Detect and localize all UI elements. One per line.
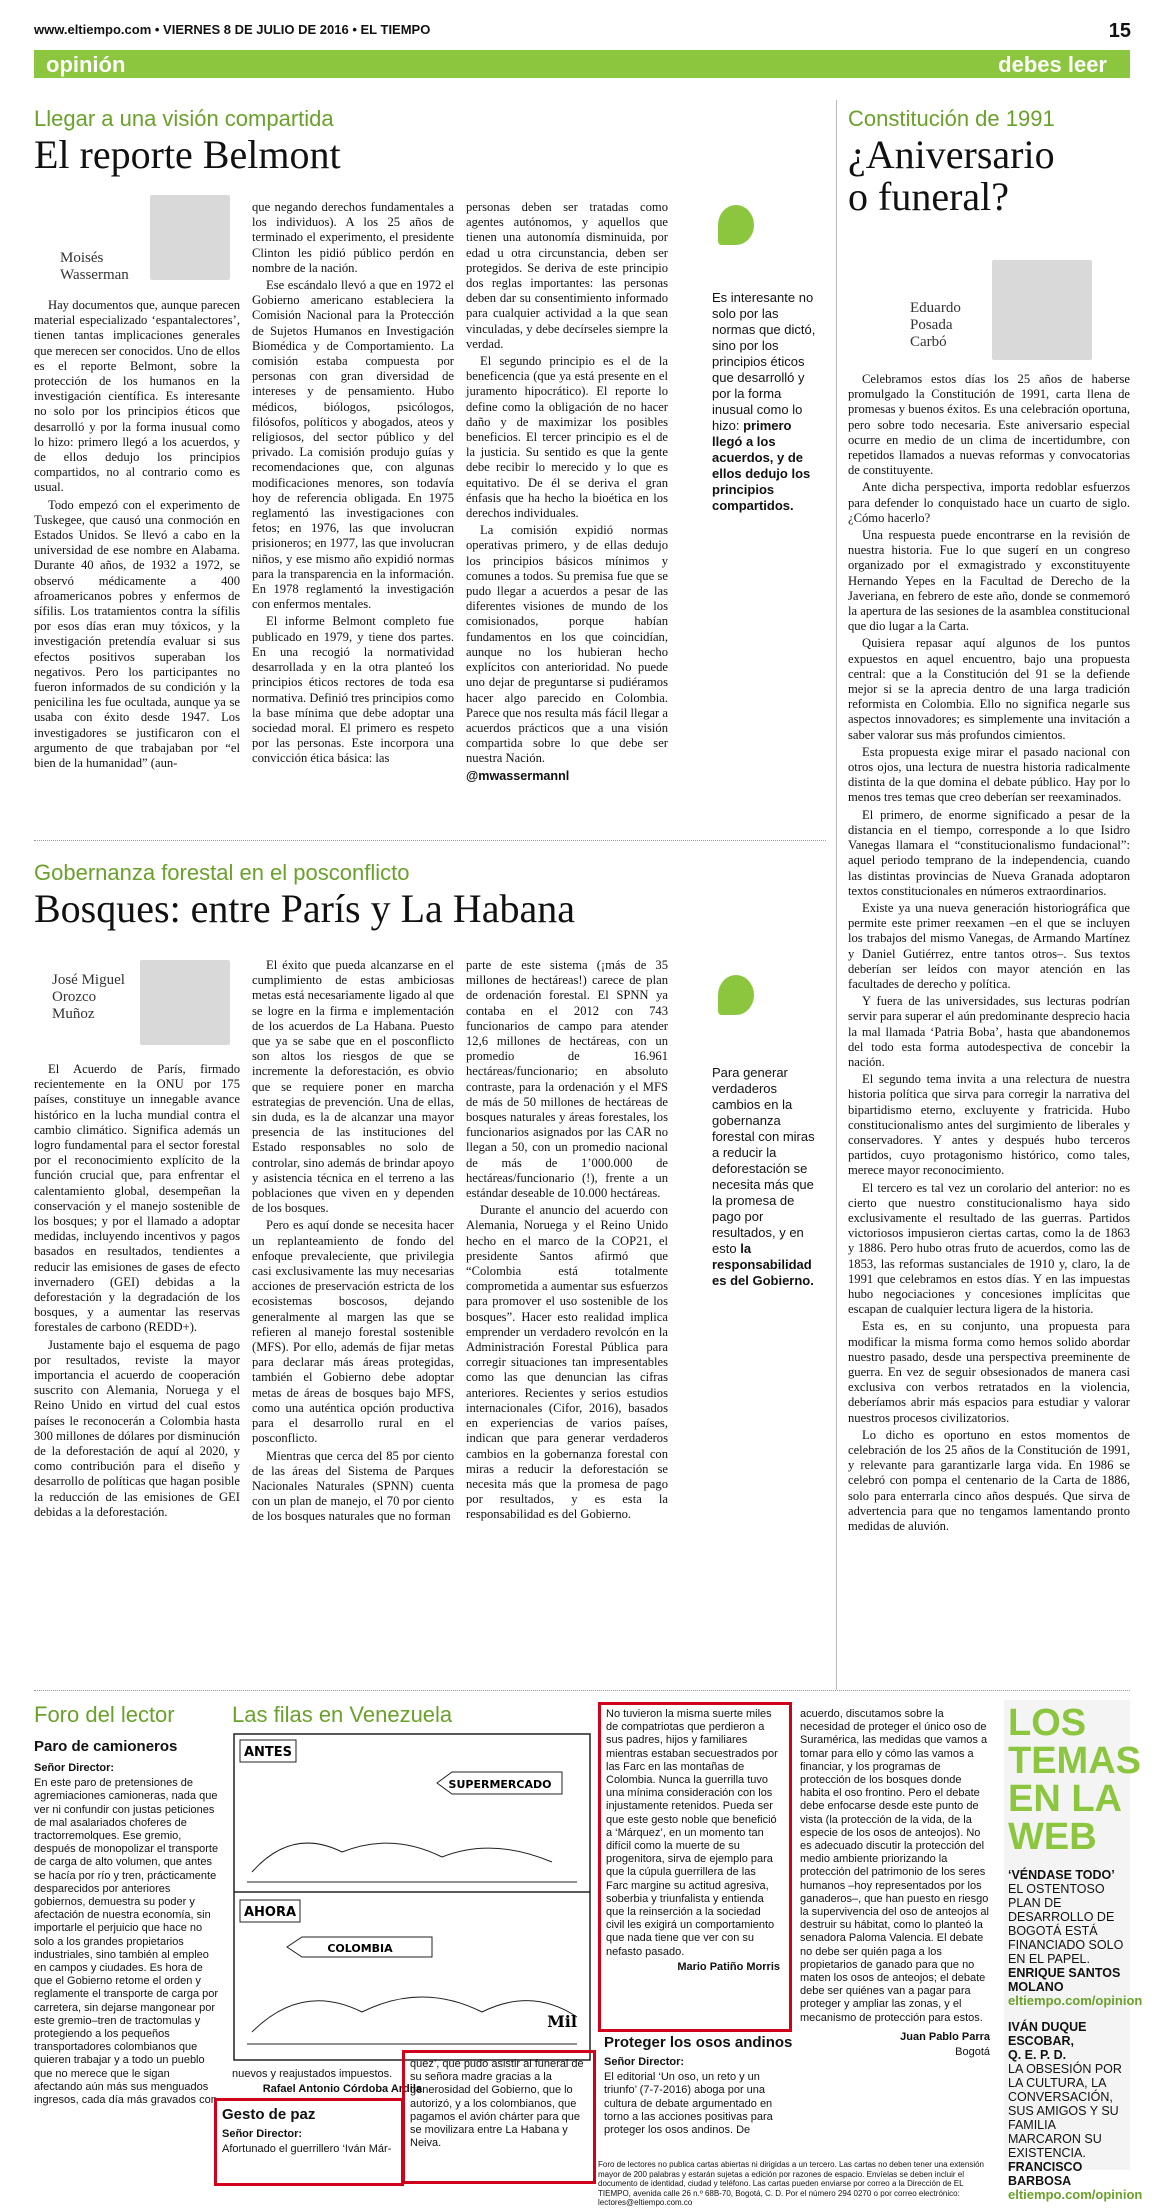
bosques-column-2 (252, 958, 454, 1527)
bosques-kicker: Gobernanza forestal en el posconflicto (34, 860, 410, 885)
paragraph: El primero, de enorme significado a pesar de la distancia en el tiempo, corresponde a lo que Isidro Vanegas llamara el “constitucionalismo fundacional”: aquel periodo temprano de la independencia, cuando las distintas provincias de Nueva Granada adoptaron textos constitucionales en números extraordinarios. (848, 807, 1130, 898)
paragraph: Una respuesta puede encontrarse en la revisión de nuestra historia. Fue lo que sugerí en un congreso organizado por el exmagistrado y exconstituyente Hernando Yepes en la Facultad de Derecho de la Javeriana, en febrero de este año, donde se conmemoró la apertura de las sesiones de la asamblea constitucional que dio lugar a la Carta. (848, 528, 1130, 634)
letter-body: acuerdo, discutamos sobre la necesidad de proteger el único oso de Suramérica, las medidas que vamos a tomar para ello y cómo las vamos a financiar, y los programas de protección de los bosques donde habita el oso frontino. Pero el debate debe enfocarse desde este punto de vista (la protección de la vida, de la especie de los osos de anteojos). No es adecuado discutir la protección del medio ambiente priorizando la protección del patrimonio de los seres humanos –hoy representados por los ganaderos–, que han puesto en riesgo la supervivencia del oso de anteojos al destruir su hábitat, como lo planteó la senadora Paloma Valencia. El debate no debe ser quién paga a los propietarios de ganado para que no maten los osos de anteojos; el debate debe ser quiénes van a pagar para proteger y ampliar las zonas, y el mecanismo de protección para estos. (800, 1708, 989, 2024)
bosques-column-3 (466, 958, 668, 1525)
osos-letter-continued (800, 1708, 990, 2061)
cartoon-drawing (232, 1732, 592, 2062)
author-photo-posada (992, 260, 1092, 360)
paragraph: Esta propuesta exige mirar el pasado nacional con otros ojos, una lectura de nuestra historia radicalmente distinta de la que domina el debate público. Hay por lo menos tres temas que creo deberían ser reexaminados. (848, 744, 1130, 805)
paragraph: Hay documentos que, aunque parecen material especializado ‘espantalectores’, tienen tantas implicaciones generales que merecen ser conocidos. Uno de ellos es el reporte Belmont, sobre la protección de los humanos en la investigación científica. Es interesante no solo por los principios éticos que desarrolló y por la forma inusual como lo hizo: primero llegó a los acuerdos, y de ellos dedujo los principios compartidos, no al contrario como es usual. (34, 298, 240, 495)
temas-link[interactable]: eltiempo.com/opinion (1008, 1993, 1143, 2008)
cartoon-supermercado-label: SUPERMERCADO (448, 1778, 552, 1791)
letter-body: El editorial ‘Un oso, un reto y un triunfo’ (7-7-2016) aboga por una cultura de debate argumentado en torno a las acciones positivas para proteger los osos andinos. De (604, 2071, 773, 2137)
page-number: 15 (1108, 20, 1131, 42)
letter-body: Afortunado el guerrillero ‘Iván Már- (222, 2143, 392, 2156)
twitter-handle[interactable]: @mwassermannl (466, 768, 570, 783)
cartoonist-signature: Mil (547, 2012, 577, 2031)
paragraph: El éxito que pueda alcanzarse en el cumplimiento de estas ambiciosas metas está necesariamente ligado al que se logre en la firma e implementación de los acuerdos de La Habana. Puesto que ya se sabe que en el posconflicto son altos los riesgos de que se incremente la deforestación, es obvio que se requiere poner en marcha estrategias de prevención. Una de ellas, sin duda, es la de alcanzar una mayor presencia de las instituciones del Estado responsables no solo de controlar, sino además de brindar apoyo y asistencia técnica en el terreno a las poblaciones que viven en y dependen de los bosques. (252, 958, 454, 1216)
pullquote-bold: primero llegó a los acuerdos, y de ellos dedujo los principios compartidos. (712, 418, 811, 513)
bosques-author: José Miguel Orozco Muñoz (52, 972, 125, 1022)
letter-signer: Juan Pablo Parra (900, 2030, 990, 2043)
temas-title (1008, 1704, 1141, 1856)
osos-letter (604, 2056, 784, 2139)
letter1 (34, 1762, 220, 2109)
belmont-author: Moisés Wasserman (60, 250, 129, 283)
salutation: Señor Director: (222, 2128, 303, 2140)
issue-date: VIERNES 8 DE JULIO DE 2016 (163, 22, 349, 37)
paragraph: que negando derechos fundamentales a los individuos). A los 25 años de terminado el experimento, el presidente Clinton les pidió público perdón en nombre de la nación. (252, 200, 454, 275)
letter1-continued (232, 2068, 422, 2098)
divider (34, 1690, 1130, 1691)
temas-item-title: IVÁN DUQUE ESCOBAR, (1008, 2020, 1087, 2048)
temas-item-body: LA OBSESIÓN POR LA CULTURA, LA CONVERSACIÓN, SUS AMIGOS Y SU FAMILIA MARCARON SU EXISTENCIA. (1008, 2062, 1122, 2160)
bosques-headline: Bosques: entre París y La Habana (34, 886, 575, 931)
temas-title-line: LOS (1008, 1702, 1087, 1744)
paragraph: Todo empezó con el experimento de Tuskegee, que causó una conmoción en Estados Unidos. Se llevó a cabo en la universidad de ese nombre en Alabama. Durante 40 años, de 1932 a 1972, se observó médicamente a 400 afroamericanos pobres y enfermos de sífilis. Los tratamientos contra la sífilis por esos días eran muy tóxicos, y la investigación pretendía evaluar si sus efectos positivos superaban los negativos. Pero los participantes no fueron informados de su condición y la penicilina les fue ocultada, aunque ya se usaba con éxito desde 1947. Los investigadores se justificaron con el argumento de que trabajaban por “el bien de la humanidad” (aun- (34, 497, 240, 771)
temas-item-author: FRANCISCO BARBOSA (1008, 2160, 1083, 2188)
pullquote-bold: la responsabilidad es del Gobierno. (712, 1241, 814, 1288)
site-url[interactable]: www.eltiempo.com (34, 22, 152, 37)
morris-letter (606, 1708, 780, 1976)
constitucion-author: Eduardo Posada Carbó (910, 300, 961, 350)
temas-item-body: EL OSTENTOSO PLAN DE DESARROLLO DE BOGOTÁ ESTÁ FINANCIADO SOLO EN EL PAPEL. (1008, 1882, 1124, 1966)
paragraph: Ese escándalo llevó a que en 1972 el Gobierno americano estableciera la Comisión Nacional para la Protección de Sujetos Humanos en Investigación Biomédica y de Comportamiento. La comisión estaba compuesta por personas con gran diversidad de intereses y de pensamiento. Hubo médicos, biólogos, psicólogos, filósofos, políticos y abogados, ateos y religiosos, del sector público y del privado. La comisión produjo guías y recomendaciones que, con algunas modificaciones menores, son todavía hoy de referencia obligada. En 1975 reglamentó las investigaciones con fetos; en 1976, las que involucran prisioneros; en 1977, las que involucran niños, y ese mismo año expidió normas para la transparencia en la información. En 1978 reglamentó la investigación con enfermos mentales. (252, 278, 454, 612)
temas-item-subtitle: Q. E. P. D. (1008, 2048, 1067, 2062)
quote-icon (718, 205, 754, 245)
debes-leer-label: debes leer (998, 52, 1107, 77)
paragraph: El informe Belmont completo fue publicado en 1979, y tiene dos partes. En una recogió la normatividad desarrollada y en la otra planteó los principios éticos rectores de toda esa normativa. Definió tres principios como la base mínima que debe adoptar una sociedad moral. El primero es respeto por las personas. Este incorpora una convicción ética básica: las (252, 614, 454, 766)
letter-body: quez’, que pudo asistir al funeral de su señora madre gracias a la generosidad del Gobierno, que lo autorizó, y a los colombianos, que pagamos el avión chárter para que se movilizara entre La Habana y Neiva. (410, 2058, 584, 2150)
section-bar (34, 50, 1130, 78)
salutation: Señor Director: (604, 2056, 685, 2068)
gesto-title: Gesto de paz (222, 2106, 316, 2123)
salutation: Señor Director: (34, 1762, 115, 1774)
belmont-column-1 (34, 298, 240, 773)
paragraph: Existe ya una nueva generación historiográfica que permite este primer reexamen –en el que se incluyen los trabajos del mismo Vanegas, de Armando Martínez y Daniel Gutiérrez, entre tantos otros–. Sus textos deberían ser leídos con mayor atención en las facultades de derecho y política. (848, 900, 1130, 991)
pullquote-text: Es interesante no solo por las normas que dictó, sino por los principios éticos que desarrolló y por la forma inusual como lo hizo: (712, 290, 816, 433)
belmont-headline: El reporte Belmont (34, 132, 341, 177)
paragraph: parte de este sistema (¡más de 35 millones de hectáreas!) carece de plan de ordenación forestal. El SPNN ya contaba en el 2012 con 743 funcionarios de campo para atender 12,6 millones de hectáreas, con un promedio de 16.961 hectáreas/funcionario; en absoluto contraste, para la ordenación y el MFS de más de 50 millones de hectáreas de bosques naturales y áreas forestales, los funcionarios asignados por las CAR no llegan a 50, con un promedio nacional de más de 1’000.000 de hectáreas/funcionario (!), frente a un estándar deseable de 10.000 hectáreas. (466, 958, 668, 1201)
pullquote-text: Para generar verdaderos cambios en la gobernanza forestal con miras a reducir la deforestación se necesita más que la promesa de pago por resultados, y en esto (712, 1065, 815, 1256)
paragraph: Mientras que cerca del 85 por ciento de las áreas del Sistema de Parques Nacionales Naturales (SPNN) cuenta con un plan de manejo, el 70 por ciento de los bosques naturales que no forman (252, 1448, 454, 1524)
temas-item-title: ‘VÉNDASE TODO’ (1008, 1868, 1115, 1882)
gesto-letter (222, 2128, 392, 2158)
letter1-title: Paro de camioneros (34, 1738, 178, 1755)
author-photo-orozco (140, 960, 230, 1045)
cartoon-filas-venezuela (232, 1732, 592, 2062)
paragraph: La comisión expidió normas operativas primero, y de ellas dedujo los principios básicos mínimos y comunes a todos. Su premisa fue que se pudo llegar a acuerdos a pesar de las diferentes visiones de mundo de los comisionados, porque habían fundamentos en los que coincidían, aunque no los hubieran hecho explícitos con anterioridad. No puede uno dejar de preguntarse si pudiéramos hacer algo parecido en Colombia. Parece que nos resulta más fácil llegar a acuerdos prácticos que a una visión compartida sobre lo que debe ser nuestra Nación. (466, 523, 668, 766)
paragraph: Quisiera repasar aquí algunos de los puntos expuestos en aquel encuentro, bajo una propuesta central: que a la Constitución del 91 se la defiende mejor si se la aprecia dentro de una larga tradición reformista en Colombia. Ello no significa negarle sus aspectos innovadores; es simplemente una invitación a saber valorar sus más profundos cimientos. (848, 636, 1130, 742)
paragraph: Pero es aquí donde se necesita hacer un replanteamiento de fondo del enfoque prevaleciente, que privilegia casi exclusivamente las muy necesarias acciones de preservación estricta de los ecosistemas boscosos, dejando generalmente al margen las que se refieren al manejo forestal sostenible (MFS). Por ello, además de fijar metas para declarar más áreas protegidas, también el Gobierno debe adoptar metas de áreas de bosques bajo MFS, como una auténtica opción productiva para el desarrollo rural en el posconflicto. (252, 1218, 454, 1446)
paragraph: Durante el anuncio del acuerdo con Alemania, Noruega y el Reino Unido hecho en el marco de la COP21, el presidente Santos afirmó que “Colombia está totalmente comprometida a aumentar sus esfuerzos para promover el uso sostenible de los bosques”. Hacer esto realidad implica emprender un verdadero revolcón en la Administración Forestal Pública para corregir situaciones tan impresentables como las que denuncian las cifras anteriores. Recientes y serios estudios internacionales (Cifor, 2016), basados en experiencias de varios países, indican que para generar verdaderos cambios en la gobernanza forestal con miras a reducir la deforestación se necesita más que la promesa de pago por resultados, y es esta la responsabilidad es del Gobierno. (466, 1203, 668, 1522)
paragraph: El Acuerdo de París, firmado recientemente en la ONU por 175 países, constituye un innegable avance histórico en la lucha mundial contra el cambio climático. Significa además un logro fundamental para el sector forestal por el reconocimiento explícito de la función crucial que, para enfrentar el calentamiento global, desempeñan la conservación y el manejo sostenible de los bosques; y por el llamado a adoptar medidas, incluyendo incentivos y pagos basados en resultados, tendientes a reducir las emisiones de gases de efecto invernadero (GEI) debidas a la deforestación y la degradación de los bosques, y a aumentar las reservas forestales de carbono (REDD+). (34, 1062, 240, 1335)
paragraph: Y fuera de las universidades, sus lecturas podrían servir para superar el aún predominante desprecio hacia la mal llamada ‘Patria Boba’, hasta que abandonemos del todo esta forma autodespectiva de concebir la nación. (848, 994, 1130, 1069)
cartoon-ahora-label: AHORA (243, 1905, 297, 1920)
constitucion-column (848, 372, 1130, 1536)
belmont-kicker: Llegar a una visión compartida (34, 106, 334, 131)
belmont-column-3 (466, 200, 668, 786)
paragraph: personas deben ser tratadas como agentes autónomos, y aquellos que tienen una autonomía disminuida, por edad u otra circunstancia, deben ser protegidos. Se deriva de este principio dos reglas importantes: las personas deben dar su consentimiento informado para cualquier actividad a la que sean vinculadas, y debe decírseles siempre la verdad. (466, 200, 668, 351)
letter-body: En este paro de pretensiones de agremiaciones camioneras, nada que ver ni confundir con justas peticiones de mal asalariados choferes de tractorremolques. Ese gremio, después de monopolizar el transporte de carga de alto volumen, que antes se hacía por río y tren, prácticamente desparecidos por anteriores gobiernos, demuestra su poder y afectación de nuestra economía, sin importarle el perjuicio que hace no solo a los grandes propietarios industriales, sino también al empleo en campos y ciudades. Es hora de que el Gobierno retome el orden y reglamente el transporte de carga por carretera, sin dejarse mangonear por este gremio–tren de tractomulas y protegiendo a los pequeños transportadores colombianos que quieren trabajar y a todo un pueblo que no merece que le sigan afectando aún más sus menguados ingresos, cada día más gravados con (34, 1777, 219, 2107)
quote-icon (718, 975, 754, 1015)
cartoon-antes-label: ANTES (243, 1745, 293, 1760)
temas-item-2[interactable] (1008, 2020, 1143, 2202)
cartoon-title: Las filas en Venezuela (232, 1702, 453, 1727)
constitucion-kicker: Constitución de 1991 (848, 106, 1055, 131)
constitucion-headline: ¿Aniversario o funeral? (848, 132, 1055, 219)
temas-link[interactable]: eltiempo.com/opinion (1008, 2187, 1143, 2202)
paragraph: El segundo tema invita a una relectura de nuestra historia política que sirva para corregir la narrativa del bipartidismo eterno, excluyente y fratricida. Hubo constitucionalismo antes del surgimiento de liberales y conservadores. Y antes y después hubo terceros partidos, cuyo protagonismo histórico, como tales, merece mayor reconocimiento. (848, 1072, 1130, 1178)
paragraph: Justamente bajo el esquema de pago por resultados, reviste la mayor importancia el acuerdo de cooperación suscrito con Alemania, Noruega y el Reino Unido en virtud del cual estos países le reconocerán a Colombia hasta 300 millones de dólares por disminución de la deforestación de aquí al 2020, y como contribución para el diseño y desarrollo de políticas que hagan posible la reducción de las emisiones de GEI debidas a la deforestación. (34, 1337, 240, 1519)
paper-name: EL TIEMPO (360, 22, 431, 37)
temas-item-1[interactable] (1008, 1868, 1143, 2008)
temas-title-line: WEB (1008, 1816, 1097, 1858)
section-label: opinión (46, 52, 126, 77)
paragraph: Celebramos estos días los 25 años de haberse promulgado la Constitución de 1991, carta llena de promesas y buenos éxitos. Es una celebración oportuna, pero sobre todo necesaria. Este aniversario especial ocurre en medio de un clima de incertidumbre, con repetidos llamados a nuevas reformas y convocatorias de constituyente. (848, 372, 1130, 478)
letter-city: Bogotá (955, 2046, 990, 2059)
letter-signer: Rafael Antonio Córdoba Ardila (262, 2083, 422, 2096)
bosques-column-1 (34, 1062, 240, 1522)
top-bar: www.eltiempo.com • VIERNES 8 DE JULIO DE 2016 • EL TIEMPO (34, 22, 431, 37)
osos-title: Proteger los osos andinos (604, 2034, 793, 2051)
belmont-pullquote (712, 290, 822, 514)
belmont-column-2 (252, 200, 454, 769)
author-photo-wasserman (150, 195, 230, 280)
paragraph: El segundo principio es el de la beneficencia (que ya está presente en el juramento hipocrático). El reporte lo define como la obligación de no hacer daño y de maximizar los posibles beneficios. El tercer principio es el de la justicia. Su sentido es que la gente debe recibir lo merecido y lo que es equitativo. De él se deriva el gran énfasis que ha hecho la bioética en los derechos individuales. (466, 354, 668, 521)
cartoon-colombia-label: COLOMBIA (327, 1942, 393, 1955)
temas-title-line: EN LA (1008, 1778, 1122, 1820)
letter-body: nuevos y reajustados impuestos. (232, 2068, 393, 2080)
paragraph: Esta es, en su conjunto, una propuesta para modificar la misma forma como hemos solido abordar nuestro pasado, desde una perspectiva preeminente de guerra. En vez de seguir obsesionados de manera casi exclusiva con verbos retratados en la violencia, deberíamos abrir más espacios para estudiar y valorar nuestros procesos civilizatorios. (848, 1319, 1130, 1425)
gesto-letter-continued (410, 2058, 584, 2152)
divider (34, 840, 826, 841)
bosques-pullquote (712, 1065, 822, 1289)
column-rule (836, 100, 837, 1690)
paragraph: Ante dicha perspectiva, importa redoblar esfuerzos para defender lo conquistado hace un cuarto de siglo. ¿Cómo hacerlo? (848, 480, 1130, 525)
foro-title: Foro del lector (34, 1702, 175, 1727)
letter-signer: Mario Patiño Morris (677, 1960, 780, 1973)
paragraph: El tercero es tal vez un corolario del anterior: no es cierto que nuestro constitucionalismo haya sido exclusivamente el resultado de las guerras. Partidos victoriosos impusieron ciertas cartas, como la de 1863 y 1886. Pero hubo otras fruto de acuerdos, como las de 1853, las reformas sustanciales de 1910 y, claro, la de 1991 que celebramos en estos días. Y en las impuestas hubo negociaciones y concesiones implícitas que escapan de cualquier lectura ligera de la historia. (848, 1180, 1130, 1317)
letter-body: No tuvieron la misma suerte miles de compatriotas que perdieron a sus padres, hijos y familiares mientras estaban secuestrados por las Farc en las montañas de Colombia. Nunca la guerrilla tuvo una mínima consideración con los injustamente retenidos. Pueda ser que este gesto noble que benefició a ‘Márquez’, en un momento tan difícil como la muerte de su progenitora, sirva de ejemplo para que la cúpula guerrillera de las Farc margine su actitud agresiva, soberbia y triunfalista y entienda que la reinserción a la sociedad civil les exigirá un comportamiento que nada tiene que ver con su nefasto pasado. (606, 1708, 778, 1958)
foro-footnote: Foro de lectores no publica cartas abiertas ni dirigidas a un tercero. Las cartas no deben tener una extensión mayor de 200 palabras y estarán sujetas a edición por razones de espacio. Envíelas se deben incluir el documento de identidad, ciudad y teléfono. Las cartas pueden enviarse por correo a la Dirección de EL TIEMPO, avenida calle 26 n.º 68B-70, Bogotá, C. D. Por el número 294 0270 o por correo electrónico: lectores@eltiempo.com.co (598, 2160, 985, 2207)
paragraph: Lo dicho es oportuno en estos momentos de celebración de los 25 años de la Constitución de 1991, y relevante para garantizarle larga vida. En 1986 se celebró con pompa el centenario de la Carta de 1886, solo para enterrarla cinco años después. Que sirva de advertencia para que no tengamos lamentando pronto medidas de aluvión. (848, 1427, 1130, 1534)
temas-item-author: ENRIQUE SANTOS MOLANO (1008, 1966, 1121, 1994)
temas-title-line: TEMAS (1008, 1740, 1141, 1782)
